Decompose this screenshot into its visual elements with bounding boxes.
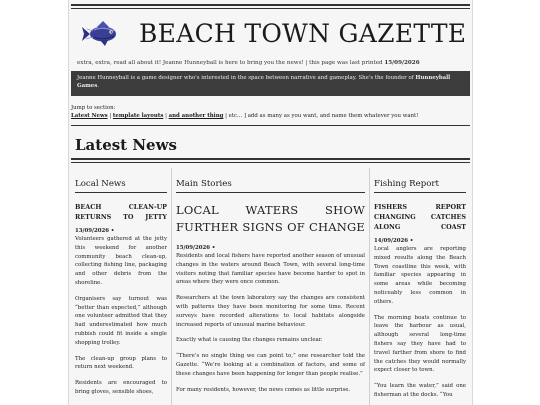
article-headline: LOCAL WATERS SHOW FURTHER SIGNS OF CHANGE (176, 203, 365, 234)
about-text: Jeanne Hunneyball is a game designer who's interested in the space between narrative and gameplay. She's the founder of (77, 75, 416, 81)
section-rule-thin (71, 162, 470, 163)
section-rule-thick (71, 158, 470, 160)
article-paragraph: Residents are encouraged to bring gloves, sensible shoes, (75, 380, 167, 395)
column-heading: Local News (75, 168, 167, 193)
column-local-news (75, 168, 167, 405)
top-rule-thin (71, 8, 470, 9)
tagline (77, 60, 420, 66)
article-paragraph: Researchers at the town laboratory say the changes are consistent with patterns they have been monitoring for some time. Recent surveys have recorded alterations to local habitats alongside increased reports of unusual marine behaviour. (176, 295, 365, 328)
about-suffix: . (97, 83, 99, 89)
article-paragraph: Exactly what is causing the changes remains unclear. (176, 337, 323, 344)
jump-label: Jump to section: (71, 105, 116, 111)
site-title: BEACH TOWN GAZETTE (139, 18, 467, 48)
article-date: 14/09/2026 • (374, 238, 414, 244)
article-paragraph: Residents and local fishers have reported another season of unusual changes in the waters around Beach Town, with several long-time visitors noting that familiar species have become harder to spot in areas where they were once common. (176, 253, 365, 286)
article-headline: FISHERS REPORT CHANGING CATCHES ALONG COAST (374, 203, 466, 231)
page (68, 0, 473, 405)
column-fishing-report (374, 168, 466, 405)
jump-link-another-thing[interactable]: and another thing (168, 113, 224, 119)
column-heading: Fishing Report (374, 168, 466, 193)
printed-date: 15/09/2026 (384, 60, 420, 66)
article-paragraph: “You learn the water,” said one fisherman at the docks. “You (374, 383, 466, 398)
jump-link-template-layouts[interactable]: template layouts (112, 113, 164, 119)
about-company: Hunneyball Games (77, 75, 451, 89)
jump-nav (71, 104, 418, 120)
article-date: 15/09/2026 • (176, 245, 216, 251)
article-paragraph: The clean-up group plans to return next weekend. (75, 355, 167, 371)
jump-tail: | etc... ] add as many as you want, and name them whatever you want! (225, 113, 419, 119)
jump-sep: | (165, 113, 167, 119)
article-paragraph: For many residents, however, the news comes as little surprise. (176, 386, 351, 393)
tagline-text: extra, extra, read all about it! Jeanne Hunneyball is here to bring you the news! | this page was last printed (77, 60, 385, 66)
fish-logo-icon (81, 18, 121, 48)
article-paragraph: Volunteers gathered at the jetty this weekend for another community beach clean-up, collecting fishing line, packaging and other debris from the shoreline. (75, 236, 167, 286)
article-paragraph: The morning boats continue to leave the harbour as usual, although several long-time fishers say they have had to travel farther from shore to find the catches they would normally expect closer to town. (374, 314, 466, 374)
jump-link-latest-news[interactable]: Latest News (71, 113, 108, 119)
article-date: 13/09/2026 • (75, 228, 115, 234)
article-paragraph: “There’s no single thing we can point to,” one researcher told the Gazette. “We’re looking at a combination of factors, and some of these changes have been happening for longer than people realise.” (176, 353, 365, 377)
column-heading: Main Stories (176, 168, 365, 193)
article-headline: BEACH CLEAN-UP RETURNS TO JETTY (75, 203, 167, 221)
section-title: Latest News (75, 136, 177, 154)
top-rule (71, 4, 470, 6)
column-divider (369, 168, 370, 405)
jump-sep: | (109, 113, 112, 119)
article-paragraph: Local anglers are reporting mixed results along the Beach Town coastline this week, with familiar species appearing in some areas while becoming noticeably less common in others. (374, 246, 466, 305)
column-divider (171, 168, 172, 405)
masthead (81, 16, 466, 50)
article-paragraph: Organisers say turnout was “better than expected,” although one volunteer admitted that they had underestimated how much rubbish could fit inside a single shopping trolley. (75, 295, 167, 346)
about-banner (71, 71, 470, 96)
column-main-stories (176, 168, 365, 405)
section-rule (71, 125, 470, 126)
